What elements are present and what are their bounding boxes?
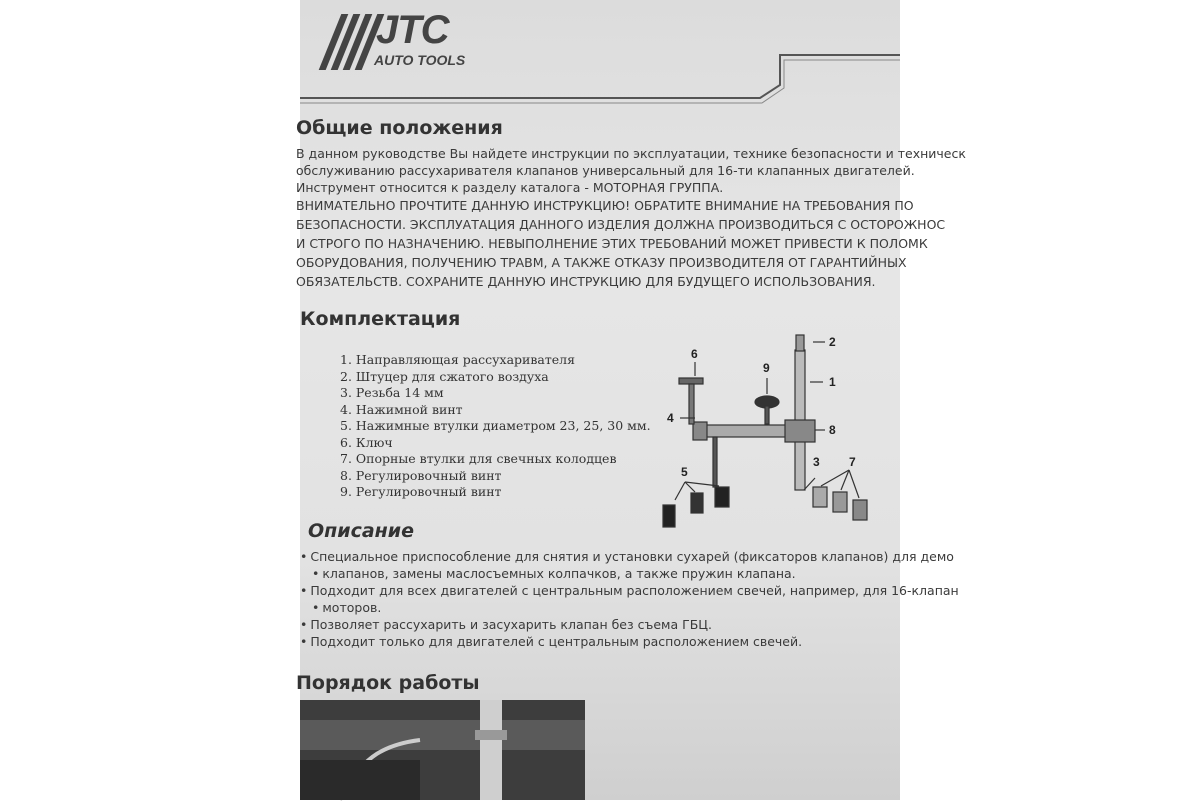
callout-5: 5 bbox=[681, 465, 688, 479]
kit-item: 5. Нажимные втулки диаметром 23, 25, 30 мм. bbox=[340, 418, 651, 433]
general-warning-line: ВНИМАТЕЛЬНО ПРОЧТИТЕ ДАННУЮ ИНСТРУКЦИЮ! ОБРАТИТЕ ВНИМАНИЕ НА ТРЕБОВАНИЯ ПО bbox=[296, 198, 914, 213]
kit-item: 8. Регулировочный винт bbox=[340, 467, 502, 483]
callout-9: 9 bbox=[763, 361, 770, 375]
callout-8: 8 bbox=[829, 423, 836, 437]
general-line: Инструмент относится к разделу каталога - МОТОРНАЯ ГРУППА. bbox=[296, 180, 724, 195]
logo-brand-text: JTC bbox=[376, 8, 449, 52]
jtc-logo bbox=[316, 10, 486, 72]
kit-item: 2. Штуцер для сжатого воздуха bbox=[340, 368, 549, 384]
kit-heading: Комплектация bbox=[300, 308, 461, 330]
general-warning-line: БЕЗОПАСНОСТИ. ЭКСПЛУАТАЦИЯ ДАННОГО ИЗДЕЛИЯ ДОЛЖНА ПРОИЗВОДИТЬСЯ С ОСТОРОЖНОС bbox=[296, 217, 946, 232]
procedure-heading: Порядок работы bbox=[296, 672, 480, 694]
kit-item: 7. Опорные втулки для свечных колодцев bbox=[340, 451, 617, 466]
general-line: обслуживанию рассухаривателя клапанов универсальный для 16-ти клапанных двигателей. bbox=[296, 163, 915, 178]
callout-3: 3 bbox=[813, 455, 820, 469]
description-heading: Описание bbox=[308, 520, 415, 542]
tool-diagram bbox=[655, 330, 900, 540]
description-bullet: • Подходит для всех двигателей с центральным расположением свечей, например, для 16-клапан bbox=[300, 582, 959, 599]
callout-4: 4 bbox=[667, 411, 674, 425]
instruction-sheet bbox=[296, 0, 966, 800]
general-text bbox=[296, 145, 966, 291]
description-bullet: • Позволяет рассухарить и засухарить клапан без съема ГБЦ. bbox=[300, 616, 959, 633]
description-bullet: • Подходит только для двигателей с центральным расположением свечей. bbox=[300, 633, 959, 650]
callout-6: 6 bbox=[691, 347, 698, 361]
general-line: В данном руководстве Вы найдете инструкции по эксплуатации, технике безопасности и техническ bbox=[296, 146, 966, 161]
description-bullets bbox=[300, 548, 959, 650]
description-bullet-text: моторов. bbox=[322, 600, 382, 615]
kit-item: 4. Нажимной винт bbox=[340, 401, 463, 417]
general-heading: Общие положения bbox=[296, 117, 503, 139]
description-continuation bbox=[300, 599, 959, 616]
logo-subtitle: AUTO TOOLS bbox=[374, 52, 466, 68]
general-warning-line: ОБЯЗАТЕЛЬСТВ. СОХРАНИТЕ ДАННУЮ ИНСТРУКЦИЮ ДЛЯ БУДУЩЕГО ИСПОЛЬЗОВАНИЯ. bbox=[296, 274, 876, 289]
description-continuation bbox=[300, 565, 959, 582]
kit-item: 9. Регулировочный винт bbox=[340, 484, 502, 499]
description-bullet-text: клапанов, замены маслосъемных колпачков, а также пружин клапана. bbox=[322, 566, 796, 581]
callout-2: 2 bbox=[829, 335, 836, 349]
kit-item: 3. Резьба 14 мм bbox=[340, 385, 444, 400]
kit-item: 1. Направляющая рассухаривателя bbox=[340, 352, 575, 367]
general-warning-line: И СТРОГО ПО НАЗНАЧЕНИЮ. НЕВЫПОЛНЕНИЕ ЭТИХ ТРЕБОВАНИЙ МОЖЕТ ПРИВЕСТИ К ПОЛОМК bbox=[296, 236, 928, 251]
callout-7: 7 bbox=[849, 455, 856, 469]
callout-1: 1 bbox=[829, 375, 836, 389]
description-bullet: • Специальное приспособление для снятия и установки сухарей (фиксаторов клапанов) для демо bbox=[300, 548, 959, 565]
kit-item: 6. Ключ bbox=[340, 434, 393, 450]
kit-list bbox=[340, 352, 651, 501]
procedure-photo bbox=[300, 700, 585, 800]
general-warning-line: ОБОРУДОВАНИЯ, ПОЛУЧЕНИЮ ТРАВМ, А ТАКЖЕ ОТКАЗУ ПРОИЗВОДИТЕЛЯ ОТ ГАРАНТИЙНЫХ bbox=[296, 255, 907, 270]
